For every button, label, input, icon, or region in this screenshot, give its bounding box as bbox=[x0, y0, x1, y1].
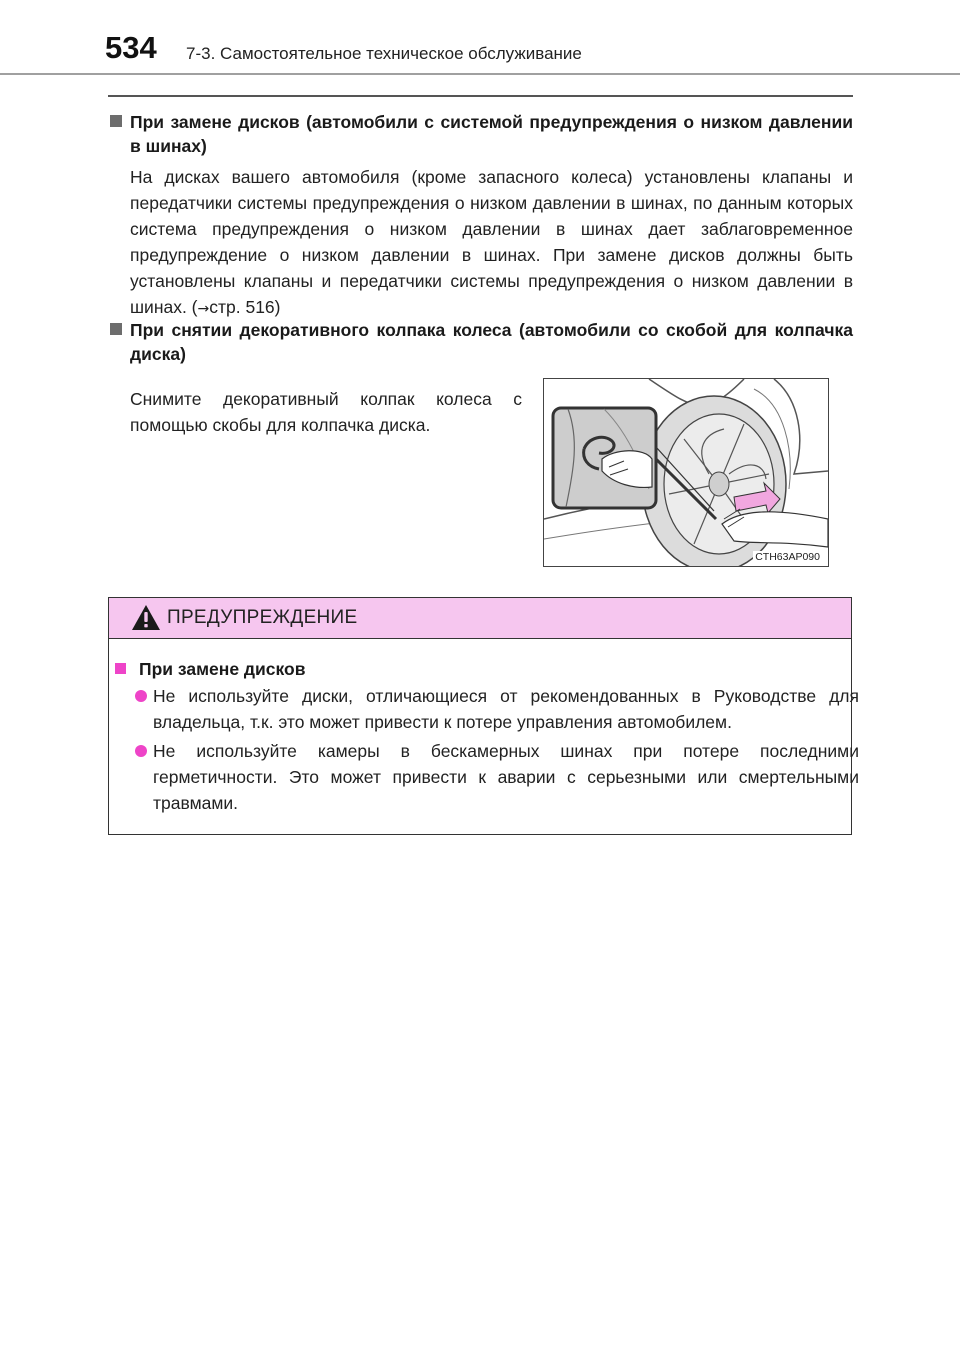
figure-code: CTH63AP090 bbox=[755, 551, 820, 563]
wheel-cap-removal-icon bbox=[544, 379, 828, 566]
warning-box bbox=[108, 597, 859, 835]
section-body: На дисках вашего автомобиля (кроме запасного колеса) установлены клапаны и передатчики системы предупреждения о низком давлении в шинах, по данным которых система предупреждения о низком давлении в шинах дает заблаговременное предупреждение о низком давлении в шинах. При замене дисков должны быть установлены клапаны и передатчики системы предупреждения о низком давлении в шинах. (→стр. 516) bbox=[130, 167, 853, 317]
warning-title: ПРЕДУПРЕЖДЕНИЕ bbox=[167, 607, 358, 628]
section-heading: При снятии декоративного колпака колеса (автомобили со скобой для колпачка диска) bbox=[108, 318, 853, 366]
section-disc-replacement bbox=[108, 110, 853, 322]
section-heading: При замене дисков (автомобили с системой предупреждения о низком давлении в шинах) bbox=[108, 110, 853, 158]
bullet-dot-icon bbox=[135, 745, 147, 757]
square-bullet-icon bbox=[110, 115, 122, 127]
chapter-title: 7-3. Самостоятельное техническое обслуживание bbox=[186, 44, 582, 63]
wheel-cap-illustration bbox=[543, 378, 829, 567]
warning-triangle-icon bbox=[131, 604, 161, 631]
warning-header bbox=[109, 598, 851, 639]
page-header bbox=[0, 0, 960, 74]
section-body: Снимите декоративный колпак колеса с помощью скобы для колпачка диска. bbox=[130, 389, 522, 435]
arrow-right-icon: → bbox=[197, 301, 210, 317]
warning-bullet: Не используйте камеры в бескамерных шинах при потере последними герметичности. Это может привести к аварии с серьезными или смертельными травмами. bbox=[135, 738, 859, 816]
bullet-dot-icon bbox=[135, 690, 147, 702]
warning-subheading: При замене дисков bbox=[113, 657, 306, 681]
warning-bullet: Не используйте диски, отличающиеся от рекомендованных в Руководстве для владельца, т.к. это может привести к потере управления автомобилем. bbox=[135, 683, 859, 735]
header-divider bbox=[0, 73, 960, 75]
page-number: 534 bbox=[105, 30, 157, 65]
page-reference-link[interactable]: стр. 516) bbox=[209, 297, 281, 317]
content-divider bbox=[108, 95, 853, 97]
square-bullet-icon bbox=[115, 663, 126, 674]
square-bullet-icon bbox=[110, 323, 122, 335]
